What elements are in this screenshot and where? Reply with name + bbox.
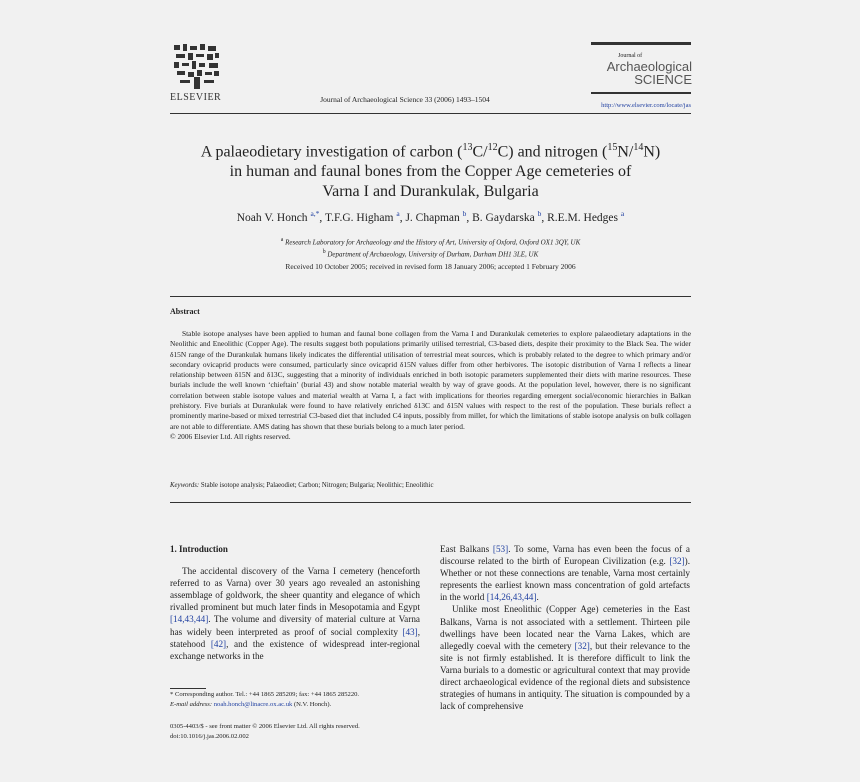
author-affiliation-link[interactable]: b	[462, 209, 467, 218]
author-affiliation-link[interactable]: a,*	[310, 209, 320, 218]
journal-logo-bottom-bar	[591, 92, 691, 94]
author-name: R.E.M. Hedges	[547, 211, 619, 224]
abstract-body	[170, 329, 691, 442]
affiliation-a: $^a$ Research Laboratory for Archaeology and the History of Art, University of Oxford, Oxford OX1 3QY, UK	[280, 237, 581, 247]
abstract-text: Stable isotope analyses have been applied to human and faunal bone collagen from the Varna I and Durankulak cemeteries to explore palaeodietary adaptations in the Neolithic and Eneolithic (Copper Age). The results suggest both populations primarily utilised terrestrial, C3-based diets, despite their proximity to the Black Sea. The wider δ15N range of the Durankulak humans likely indicates the differential utilisation of terrestrial meat sources, which is probably related to the degree to which primary and/or secondary ovicaprid products were consumed, particularly since ovicaprid δ15N values differ from other herbivores. The isotopic distribution of Varna I reflects a linear relationship between δ15N and δ13C, suggesting that a minority of individuals enriched in both isotopic parameters supplemented their diets with marine resources. These burials include the well known ‘chieftain’ (burial 43) and show notable material wealth by way of grave goods. At the population level, however, there is no significant correlation between stable isotope values and material wealth at Varna I, a fact with implications for theories regarding emergent social/economic hierarchies in Balkan prehistory. Five burials at Durankulak were found to have relatively enriched δ13C and δ15N values with respect to the rest of the population. These burials reflect a prominently marine-based or mixed terrestrial C3-based diet that included C4 inputs, possibly from millet, for which the limitations of stable isotope analysis on bulk collagen are not able to differentiate. AMS dating has shown that these burials belong to a much later period.	[170, 329, 691, 431]
journal-logo-line2: SCIENCE	[634, 72, 692, 87]
journal-logo-line1: Archaeological	[606, 59, 692, 74]
author-affiliation-link[interactable]: b	[537, 209, 542, 218]
right-column	[440, 543, 690, 712]
author-affiliation-link[interactable]: a	[620, 209, 625, 218]
keywords-list: Stable isotope analysis; Palaeodiet; Carbon; Nitrogen; Bulgaria; Neolithic; Eneolithic	[200, 482, 434, 489]
keywords	[170, 482, 691, 489]
citation-link[interactable]: [53]	[492, 544, 509, 554]
affiliations	[170, 235, 691, 260]
citation-link[interactable]: [43]	[402, 626, 418, 637]
email-line: E-mail address: noah.honch@linacre.ox.ac.uk (N.V. Honch).	[170, 701, 332, 708]
citation-link[interactable]: [32]	[669, 556, 685, 567]
journal-citation: Journal of Archaeological Science 33 (2006) 1493–1504	[320, 95, 490, 104]
header-rule	[170, 113, 691, 114]
left-column	[170, 543, 420, 662]
abstract-copyright: © 2006 Elsevier Ltd. All rights reserved.	[170, 431, 291, 441]
author-name: J. Chapman	[405, 211, 460, 224]
author-name: B. Gaydarska	[472, 211, 535, 224]
corresponding-author: * Corresponding author. Tel.: +44 1865 285209; fax: +44 1865 285220.	[170, 691, 360, 698]
paragraph: Unlike most Eneolithic (Copper Age) cemeteries in the East Balkans, Varna is not associated with a settlement. Thirteen pile dwellings have been located near the Varna Lakes, which are allegedly coeval with the cemetery [32], but their relevance to the site is not firmly established. It is therefore difficult to link the Varna burials to a domestic or agricultural context that may provide direct archaeological evidence of the regional diets and subsistence strategies of humans in antiquity. The situation is compounded by a lack of comprehensive	[440, 604, 690, 712]
issn-doi	[170, 722, 470, 742]
title-line-3: Varna I and Durankulak, Bulgaria	[322, 183, 539, 201]
abstract-heading: Abstract	[170, 307, 200, 316]
publisher-name: ELSEVIER	[170, 92, 222, 103]
title-line-2: in human and faunal bones from the Copper Age cemeteries of	[229, 163, 632, 181]
citation-link[interactable]: [14,43,44]	[170, 614, 209, 625]
citation-link[interactable]: [14,26,43,44]	[486, 592, 537, 603]
keywords-label: Keywords:	[170, 482, 200, 489]
paragraph: East Balkans [53]. To some, Varna has even been the focus of a discourse related to the birth of European Civilization (e.g. [32]). Whether or not these connections are tenable, Varna most certainly represents the earliest known mass concentration of gold artefacts in the world [14,26,43,44].	[440, 544, 690, 603]
author-list: Noah V. Honch $^{a,*}$, T.F.G. Higham $^a$, J. Chapman $^b$, B. Gaydarska $^b$, R.E.M. Hedges $^a$	[236, 209, 625, 224]
footnote-rule	[170, 688, 206, 689]
journal-logo-top-bar	[591, 42, 691, 45]
affiliation-b: $^b$ Department of Archaeology, University of Durham, Durham DH1 3LE, UK	[322, 249, 539, 259]
received-dates: Received 10 October 2005; received in revised form 18 January 2006; accepted 1 February 2006	[285, 262, 576, 271]
article-title	[170, 138, 691, 202]
author-name: Noah V. Honch	[236, 211, 308, 224]
citation-link[interactable]: [32]	[574, 640, 590, 651]
body-rule	[170, 502, 691, 503]
author-name: T.F.G. Higham	[324, 211, 394, 224]
email-link[interactable]: noah.honch@linacre.ox.ac.uk	[213, 701, 293, 708]
issn-line: 0305-4403/$ - see front matter © 2006 Elsevier Ltd. All rights reserved.	[170, 723, 360, 730]
elsevier-tree-logo	[172, 42, 222, 90]
footnote	[170, 690, 430, 710]
journal-url-link[interactable]: http://www.elsevier.com/locate/jas	[601, 102, 691, 109]
abstract-rule	[170, 296, 691, 297]
title-line-1: A palaeodietary investigation of carbon ($^{13}$C/$^{12}$C) and nitrogen ($^{15}$N/$^{14}$N)	[200, 142, 661, 161]
journal-logo	[592, 60, 692, 86]
journal-logo-small: Journal of	[618, 53, 643, 59]
author-affiliation-link[interactable]: a	[396, 209, 400, 218]
doi-line[interactable]: doi:10.1016/j.jas.2006.02.002	[170, 733, 249, 740]
paragraph: The accidental discovery of the Varna I cemetery (henceforth referred to as Varna) over 30 years ago revealed an astonishing assemblage of goldwork, the sheer quantity and elegance of which rivalled prominent but much later finds in Mesopotamia and Egypt [14,43,44]. The volume and diversity of material culture at Varna has widely been interpreted as proof of social complexity [43], statehood [42], and the existence of widespread inter-regional exchange networks in the	[170, 566, 420, 661]
section-heading: 1. Introduction	[170, 544, 228, 554]
citation-link[interactable]: [42]	[210, 638, 227, 649]
